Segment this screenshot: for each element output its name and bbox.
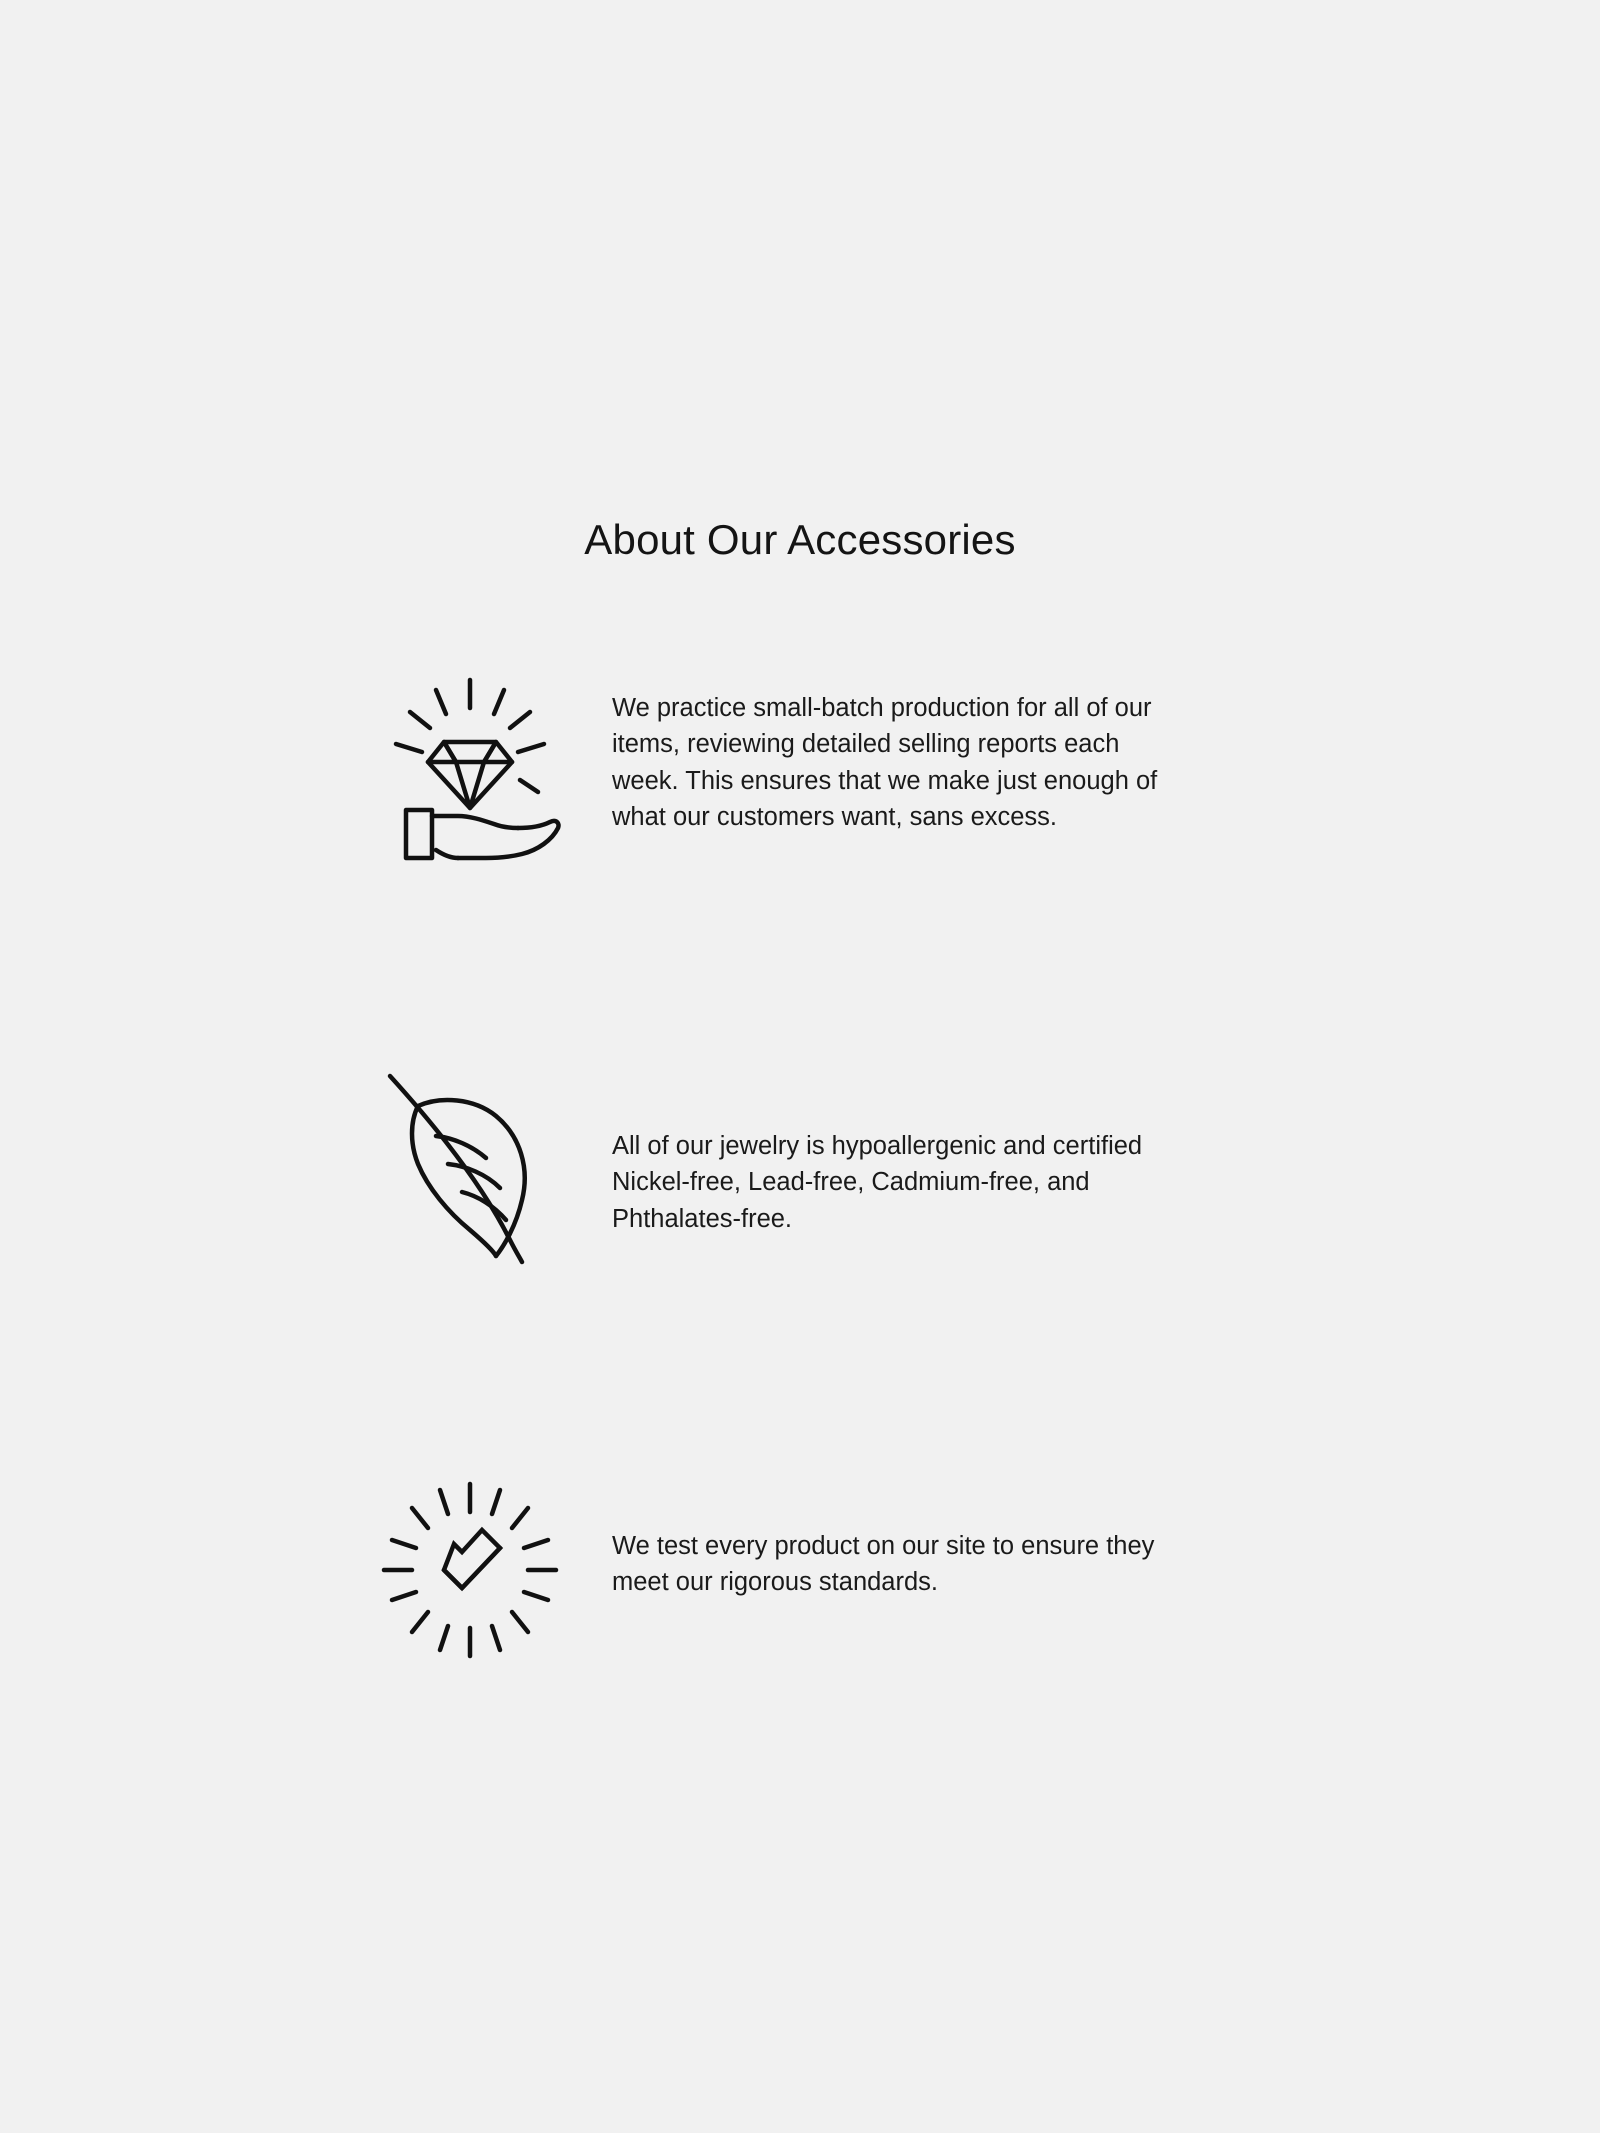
- feature-item: [340, 1460, 1240, 1760]
- feature-text: We practice small-batch production for all of our items, reviewing detailed selling reports each week. This ensures that we make just enough of what our customers want, sans excess.: [612, 694, 1158, 832]
- feature-list: [340, 660, 1240, 1760]
- feather-icon: [340, 1060, 600, 1270]
- feature-text: All of our jewelry is hypoallergenic and certified Nickel-free, Lead-free, Cadmium-free, and Phthalates-free.: [612, 1132, 1143, 1233]
- diamond-in-hand-icon: [340, 660, 600, 868]
- shining-checkmark-icon: [340, 1460, 600, 1670]
- feature-text: We test every product on our site to ensure they meet our rigorous standards.: [612, 1532, 1155, 1597]
- feature-item: [340, 1060, 1240, 1360]
- page-title: About Our Accessories: [584, 516, 1016, 564]
- feature-item: [340, 660, 1240, 960]
